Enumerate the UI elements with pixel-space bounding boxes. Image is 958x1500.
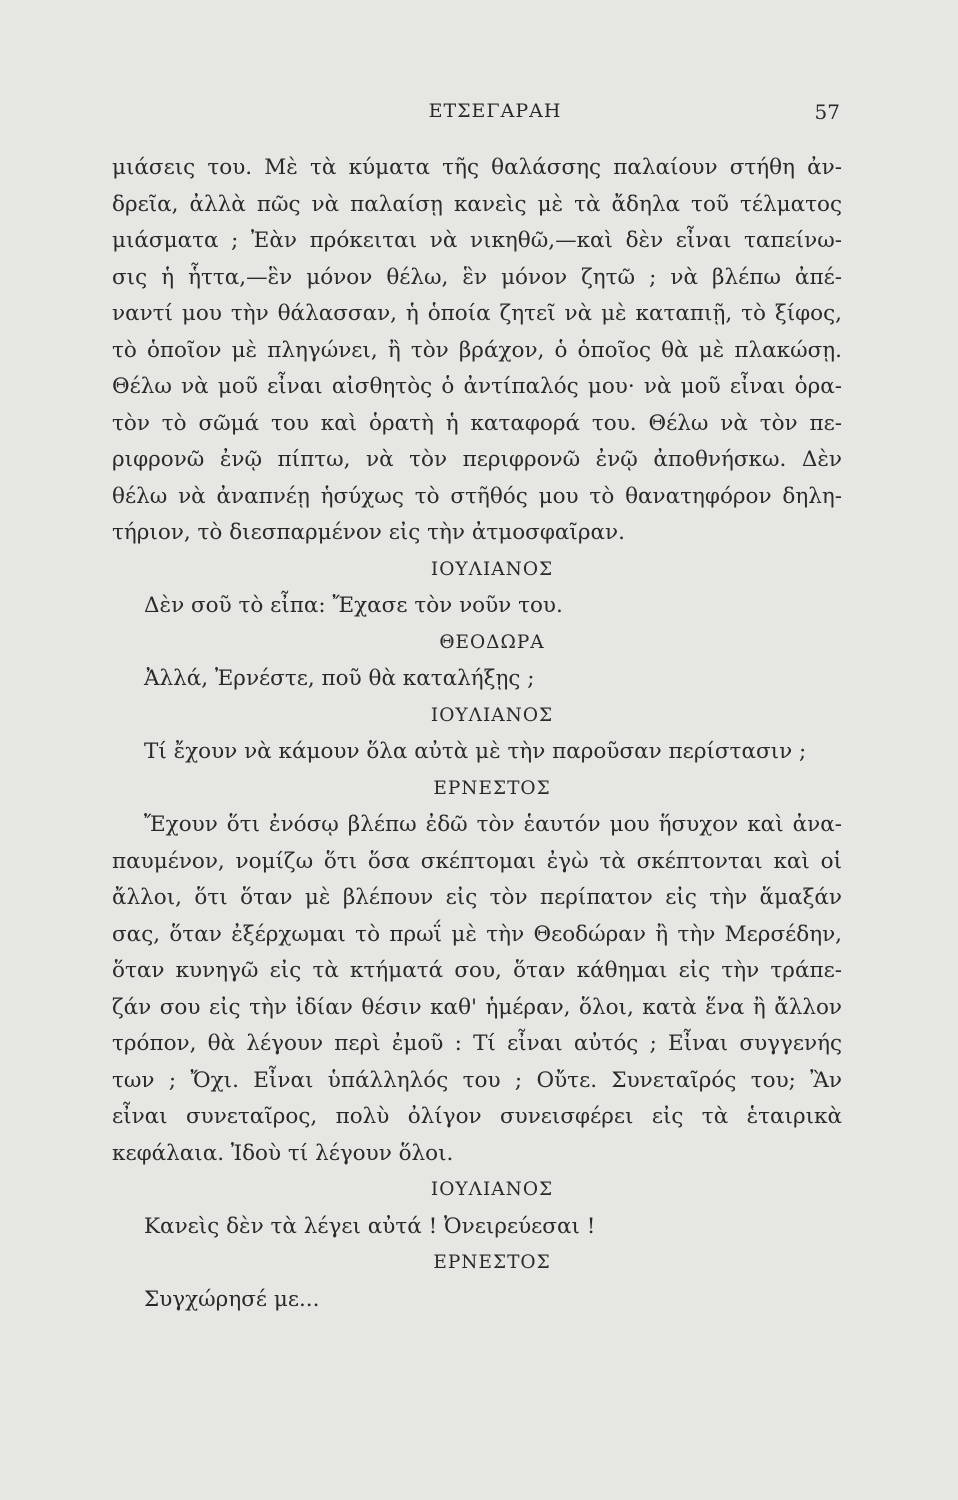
text-line: ζάν σου εἰς τὴν ἰδίαν θέσιν καθ' ἡμέραν, ὅλοι, κατὰ ἕνα ἢ ἄλλον xyxy=(112,994,842,1020)
speaker-name: ΙΟΥΛΙΑΝΟΣ xyxy=(430,704,554,726)
text-line: τήριον, τὸ διεσπαρμένον εἰς τὴν ἀτμοσφαῖραν. xyxy=(112,520,625,545)
text-line: Ἀλλά, Ἐρνέστε, ποῦ θὰ καταλήξῃς ; xyxy=(144,666,535,691)
text-line: κεφάλαια. Ἰδοὺ τί λέγουν ὅλοι. xyxy=(112,1140,454,1166)
text-line: τὸ ὁποῖον μὲ πληγώνει, ἢ τὸν βράχον, ὁ ὁποῖος θὰ μὲ πλακώσῃ. xyxy=(112,337,842,363)
text-line: τρόπον, θὰ λέγουν περὶ ἐμοῦ : Τί εἶναι αὐτός ; Εἶναι συγγενής xyxy=(112,1031,842,1056)
text-line: ἄλλοι, ὅτι ὅταν μὲ βλέπουν εἰς τὸν περίπατον εἰς τὴν ἅμαξάν xyxy=(112,885,842,910)
speaker-name: ΕΡΝΕΣΤΟΣ xyxy=(433,777,551,799)
text-line: θέλω νὰ ἀναπνέῃ ἡσύχως τὸ στῆθός μου τὸ θανατηφόρον δηλη- xyxy=(112,483,842,509)
page-text xyxy=(112,150,842,1318)
text-line: δρεῖα, ἀλλὰ πῶς νὰ παλαίσῃ κανεὶς μὲ τὰ ἄδηλα τοῦ τέλματος xyxy=(112,191,842,217)
speaker-name: ΕΡΝΕΣΤΟΣ xyxy=(433,1252,551,1273)
text-line: των ; Ὄχι. Εἶναι ὑπάλληλός του ; Οὔτε. Συνεταῖρός του; Ἂν xyxy=(112,1067,842,1093)
page-header xyxy=(110,100,850,130)
text-line: παυμένον, νομίζω ὅτι ὅσα σκέπτομαι ἐγὼ τὰ σκέπτονται καὶ οἱ xyxy=(112,848,842,874)
text-line: ναντί μου τὴν θάλασσαν, ἡ ὁποία ζητεῖ νὰ μὲ καταπιῇ, τὸ ξίφος, xyxy=(112,301,842,326)
text-line: Συγχώρησέ με... xyxy=(144,1286,320,1312)
text-line: μιάσεις του. Μὲ τὰ κύματα τῆς θαλάσσης παλαίουν στήθη ἀν- xyxy=(112,155,842,180)
speaker-name: ΘΕΟΔΩΡΑ xyxy=(439,631,545,653)
text-line: Τί ἔχουν νὰ κάμουν ὅλα αὐτὰ μὲ τὴν παροῦσαν περίστασιν ; xyxy=(144,739,807,764)
text-line: ὅταν κυνηγῶ εἰς τὰ κτήματά σου, ὅταν κάθημαι εἰς τὴν τράπε- xyxy=(112,958,842,983)
speaker-name: ΙΟΥΛΙΑΝΟΣ xyxy=(430,1179,554,1200)
text-line: Κανεὶς δὲν τὰ λέγει αὐτά ! Ὀνειρεύεσαι ! xyxy=(144,1213,596,1239)
text-line: σας, ὅταν ἐξέρχωμαι τὸ πρωΐ μὲ τὴν Θεοδώραν ἢ τὴν Μερσέδην, xyxy=(112,921,842,947)
text-line: εἶναι συνεταῖρος, πολὺ ὀλίγον συνεισφέρει εἰς τὰ ἑταιρικὰ xyxy=(112,1104,842,1129)
text-line: τὸν τὸ σῶμά του καὶ ὁρατὴ ἡ καταφορά του. Θέλω νὰ τὸν πε- xyxy=(112,410,842,436)
text-line: σις ἡ ἧττα,—ἓν μόνον θέλω, ἓν μόνον ζητῶ ; νὰ βλέπω ἀπέ- xyxy=(112,264,842,290)
text-line: Θέλω νὰ μοῦ εἶναι αἰσθητὸς ὁ ἀντίπαλός μου· νὰ μοῦ εἶναι ὁρα- xyxy=(112,374,842,399)
text-line: μιάσματα ; Ἐὰν πρόκειται νὰ νικηθῶ,—καὶ δὲν εἶναι ταπείνω- xyxy=(112,228,842,253)
text-line: Δὲν σοῦ τὸ εἶπα: Ἔχασε τὸν νοῦν του. xyxy=(144,593,563,618)
running-head: ΕΤΣΕΓΑΡΑΗ xyxy=(428,100,562,122)
speaker-name: ΙΟΥΛΙΑΝΟΣ xyxy=(430,558,554,580)
text-line: Ἔχουν ὅτι ἐνόσῳ βλέπω ἐδῶ τὸν ἑαυτόν μου ἥσυχον καὶ ἀνα- xyxy=(144,812,842,837)
text-line: ριφρονῶ ἐνῷ πίπτω, νὰ τὸν περιφρονῶ ἐνῷ ἀποθνήσκω. Δὲν xyxy=(112,447,842,472)
page-number: 57 xyxy=(814,100,840,124)
